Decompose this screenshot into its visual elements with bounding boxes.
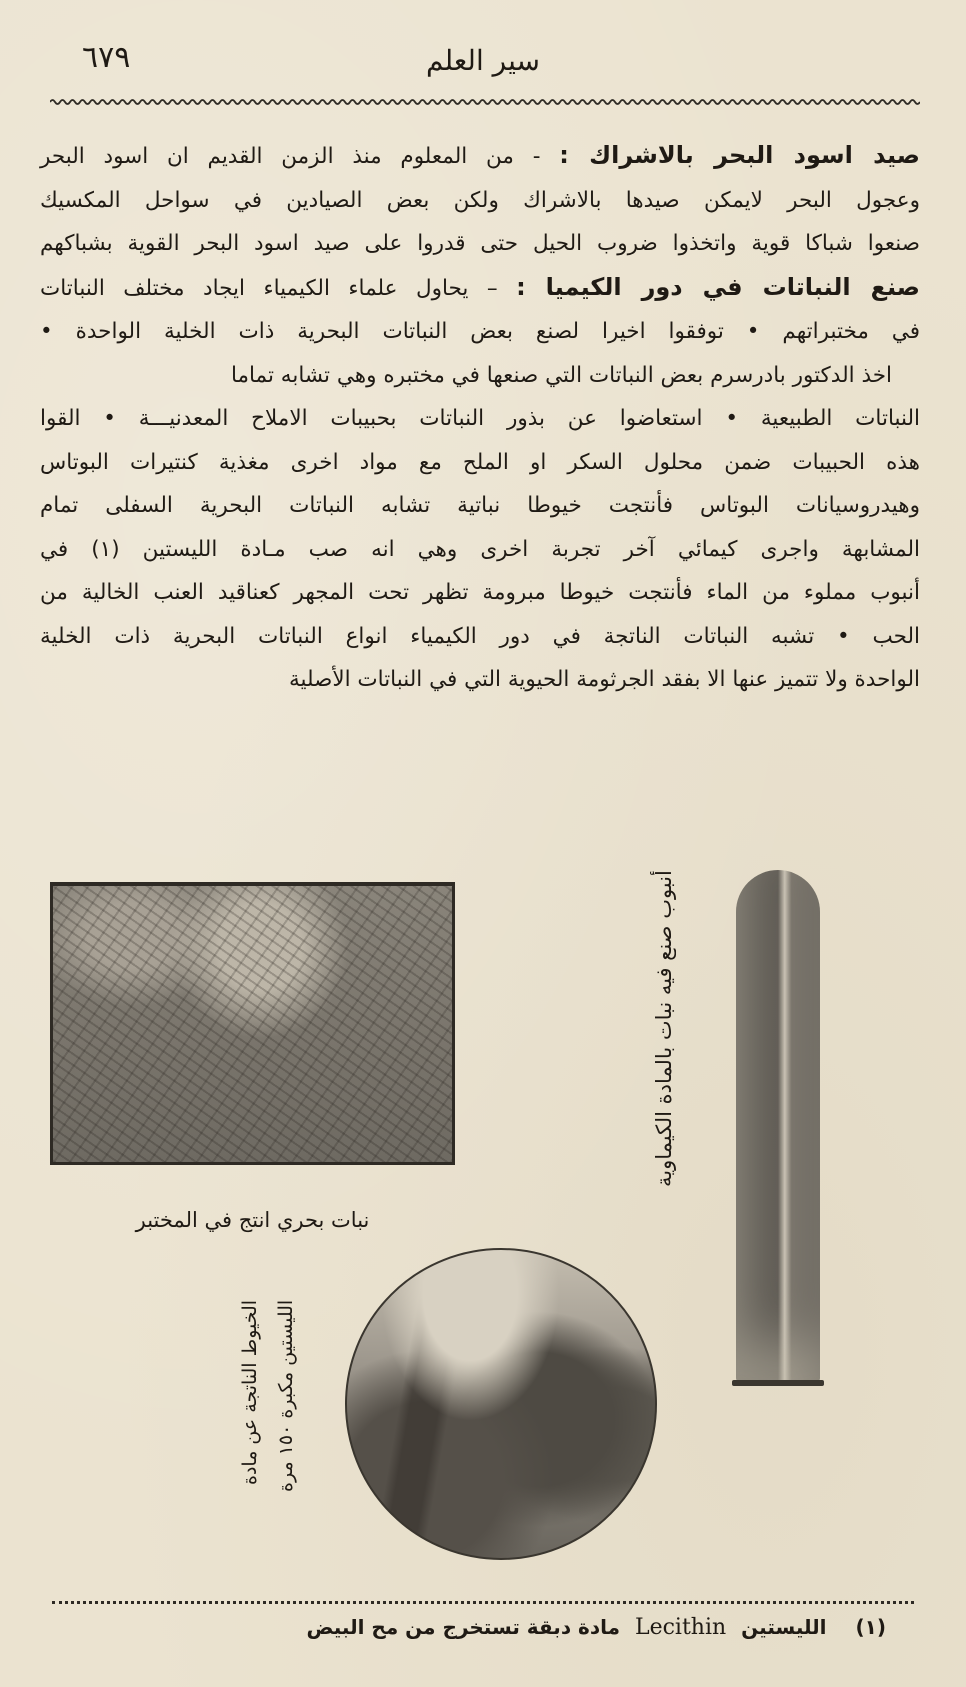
magnified-threads-caption <box>232 1300 322 1570</box>
text-line: اخذ الدكتور بادرسرم بعض النباتات التي صنعها في مختبره وهي تشابه تماما <box>230 362 892 388</box>
text-line: الحب • تشبه النباتات الناتجة في دور الكيمياء انواع النباتات البحرية ذات الخلية <box>40 623 920 649</box>
text-line: - من المعلوم منذ الزمن القديم ان اسود البحر <box>40 144 541 169</box>
text-line: أنبوب مملوء من الماء فأنتجت خيوطا مبرومة تظهر تحت المجهر كعناقيد العنب الخالية من <box>40 580 920 605</box>
text-line: صنعوا شباكا قوية واتخذوا ضروب الحيل حتى قدروا على صيد اسود البحر القوية بشباكهم <box>40 231 920 256</box>
caption-line: الليستين مكبرة ١٥٠ مرة <box>275 1300 297 1493</box>
article-body <box>40 134 920 702</box>
footnote-term: الليستين <box>741 1615 827 1639</box>
text-line: النباتات الطبيعية • استعاضوا عن بذور النباتات بحبيبات الاملاح المعدنيـــة • القوا <box>40 406 920 431</box>
text-line <box>40 354 920 398</box>
text-line: هذه الحبيبات ضمن محلول السكر او الملح مع مواد اخرى مغذية كنتيرات البوتاس <box>40 449 920 475</box>
test-tube-photo <box>736 870 820 1382</box>
footnote-marker: (١) <box>855 1615 886 1639</box>
magnified-threads-photo <box>345 1248 657 1560</box>
text-line: المشابهة واجرى كيمائي آخر تجربة اخرى وهي انه صب مـادة الليستين (١) في <box>40 536 920 562</box>
caption-line: الخيوط الناتجة عن مادة <box>239 1300 261 1486</box>
text-line: وهيدروسيانات البوتاس فأنتجت خيوطا نباتية تشابه النباتات البحرية السفلى تمام <box>40 493 920 518</box>
section-title-chemical-plants: صنع النباتات في دور الكيميا : <box>516 272 920 301</box>
wavy-divider <box>50 98 920 106</box>
text-line: وعجول البحر لايمكن صيدها بالاشراك ولكن بعض الصيادين في سواحل المكسيك <box>40 187 920 213</box>
section-title-sea-lions: صيد اسود البحر بالاشراك : <box>559 141 920 169</box>
footnote-latin-term: Lecithin <box>634 1615 727 1640</box>
running-title: سير العلم <box>426 44 540 77</box>
page-number: ٦٧٩ <box>82 40 131 75</box>
paragraph-sea-lions <box>40 134 920 179</box>
page-header <box>40 40 926 90</box>
footnote-divider <box>52 1601 914 1604</box>
footnote <box>306 1615 886 1640</box>
lab-sea-plant-photo <box>50 882 455 1165</box>
text-line: – يحاول علماء الكيمياء ايجاد مختلف النباتات <box>40 275 498 301</box>
paragraph-chemical-plants <box>40 266 920 311</box>
test-tube-caption: أنبوب صنع فيه نبات بالمادة الكيماوية <box>652 870 676 1187</box>
text-line: في مختبراتهم • توفقوا اخيرا لصنع بعض النباتات البحرية ذات الخلية الواحدة • <box>40 319 920 344</box>
footnote-definition: مادة دبقة تستخرج من مح البيض <box>306 1615 621 1639</box>
lab-sea-plant-caption: نبات بحري انتج في المختبر <box>135 1208 370 1232</box>
text-line: الواحدة ولا تتميز عنها الا بفقد الجرثومة الحيوية التي في النباتات الأصلية <box>288 667 920 692</box>
